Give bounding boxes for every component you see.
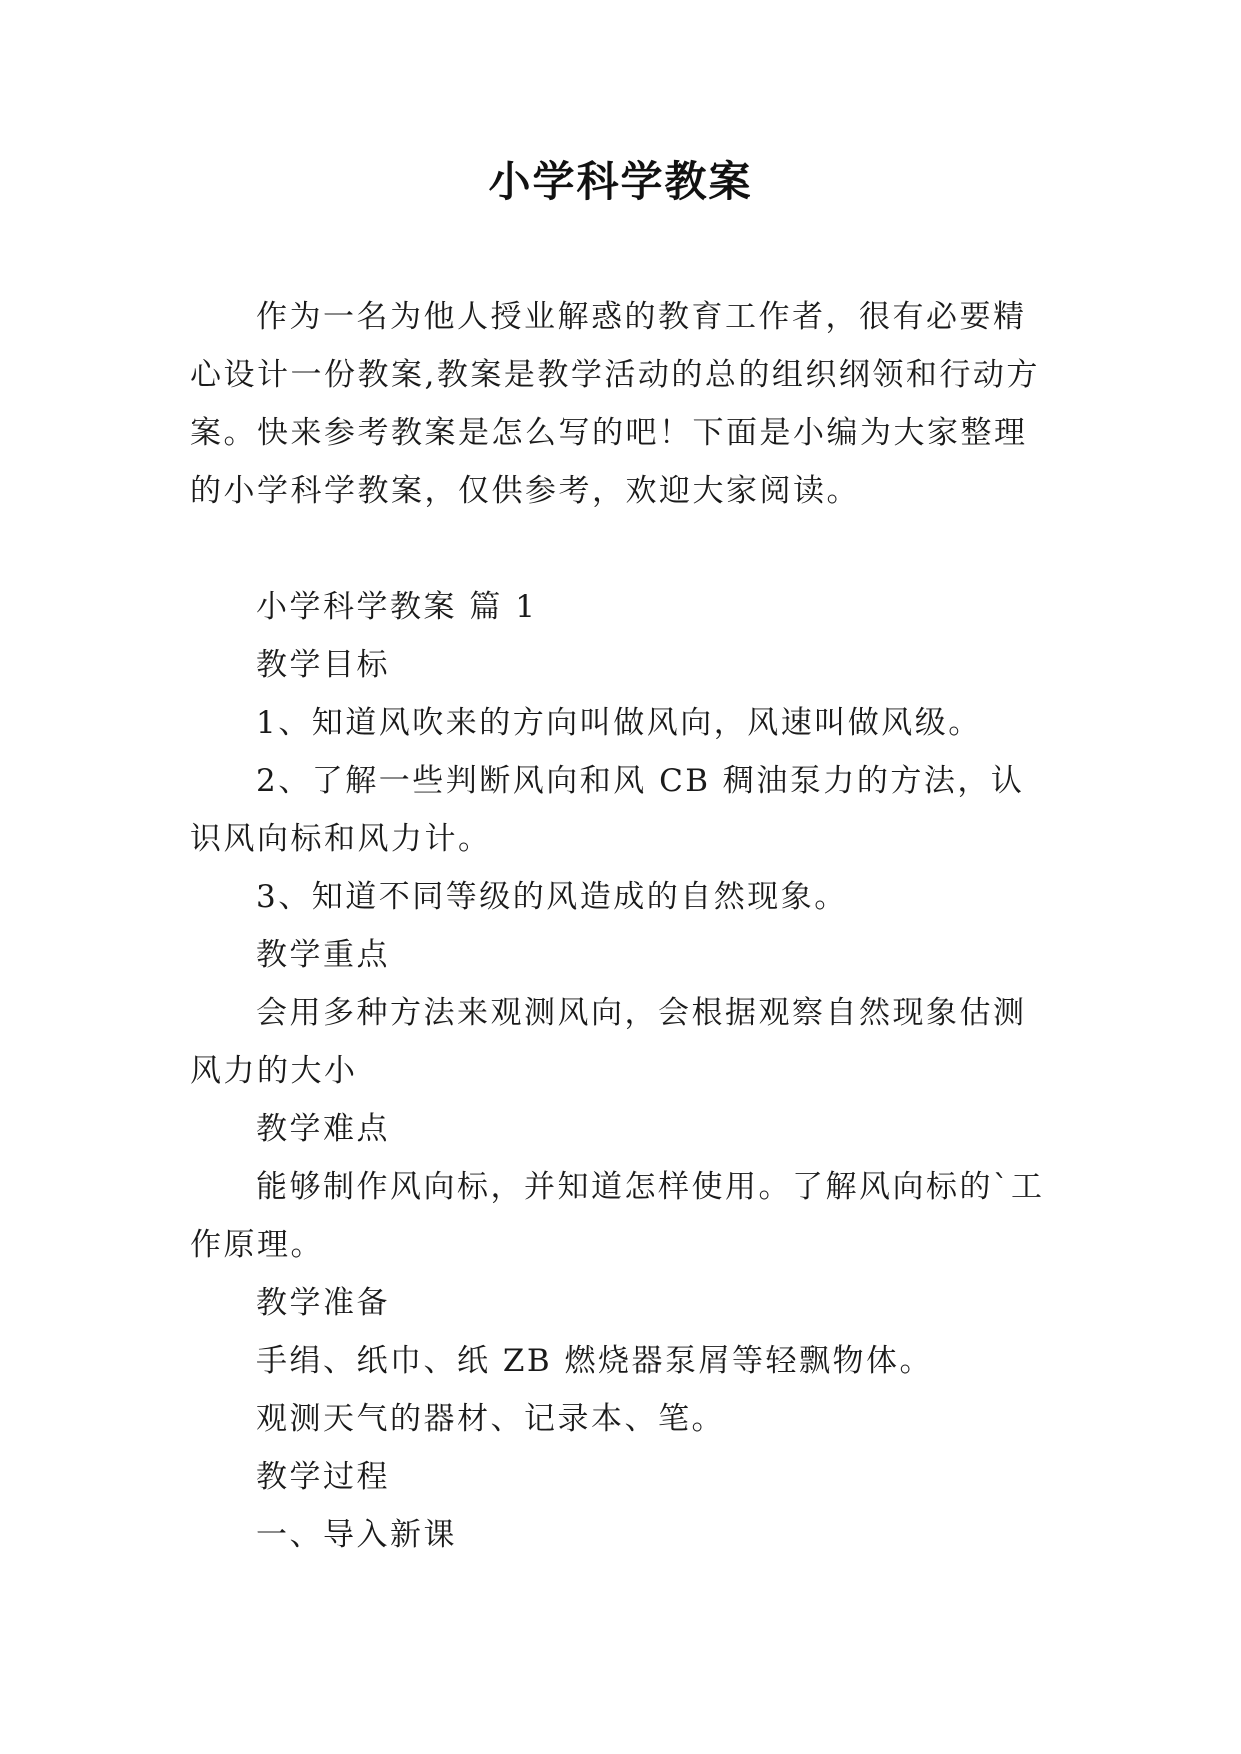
difficulties-text: 能够制作风向标，并知道怎样使用。了解风向标的`工作原理。 [190,1169,1045,1263]
goal-item-2: 2、了解一些判断风向和风 CB 稠油泵力的方法，认识风向标和风力计。 [190,763,1025,857]
subheading-preparation: 教学准备 [256,1285,390,1321]
preparation-item-1: 手绢、纸巾、纸 ZB 燃烧器泵屑等轻飘物体。 [256,1343,934,1379]
subheading-process: 教学过程 [256,1459,390,1495]
intro-paragraph: 作为一名为他人授业解惑的教育工作者，很有必要精心设计一份教案,教案是教学活动的总的组织纲领和行动方案。快来参考教案是怎么写的吧！下面是小编为大家整理的小学科学教案，仅供参考，欢迎大家阅读。 [190,299,1040,509]
preparation-item-2: 观测天气的器材、记录本、笔。 [256,1401,725,1437]
subheading-key-points: 教学重点 [256,937,390,973]
process-step-1: 一、导入新课 [256,1517,457,1553]
key-points-text: 会用多种方法来观测风向，会根据观察自然现象估测风力的大小 [190,995,1027,1089]
goal-item-3: 3、知道不同等级的风造成的自然现象。 [256,879,848,915]
subheading-teaching-goals: 教学目标 [256,647,390,683]
document-body [190,578,1050,1564]
section-heading: 小学科学教案 篇 1 [256,589,538,625]
subheading-difficulties: 教学难点 [256,1111,390,1147]
goal-item-1: 1、知道风吹来的方向叫做风向，风速叫做风级。 [256,705,982,741]
document-title: 小学科学教案 [488,157,753,206]
